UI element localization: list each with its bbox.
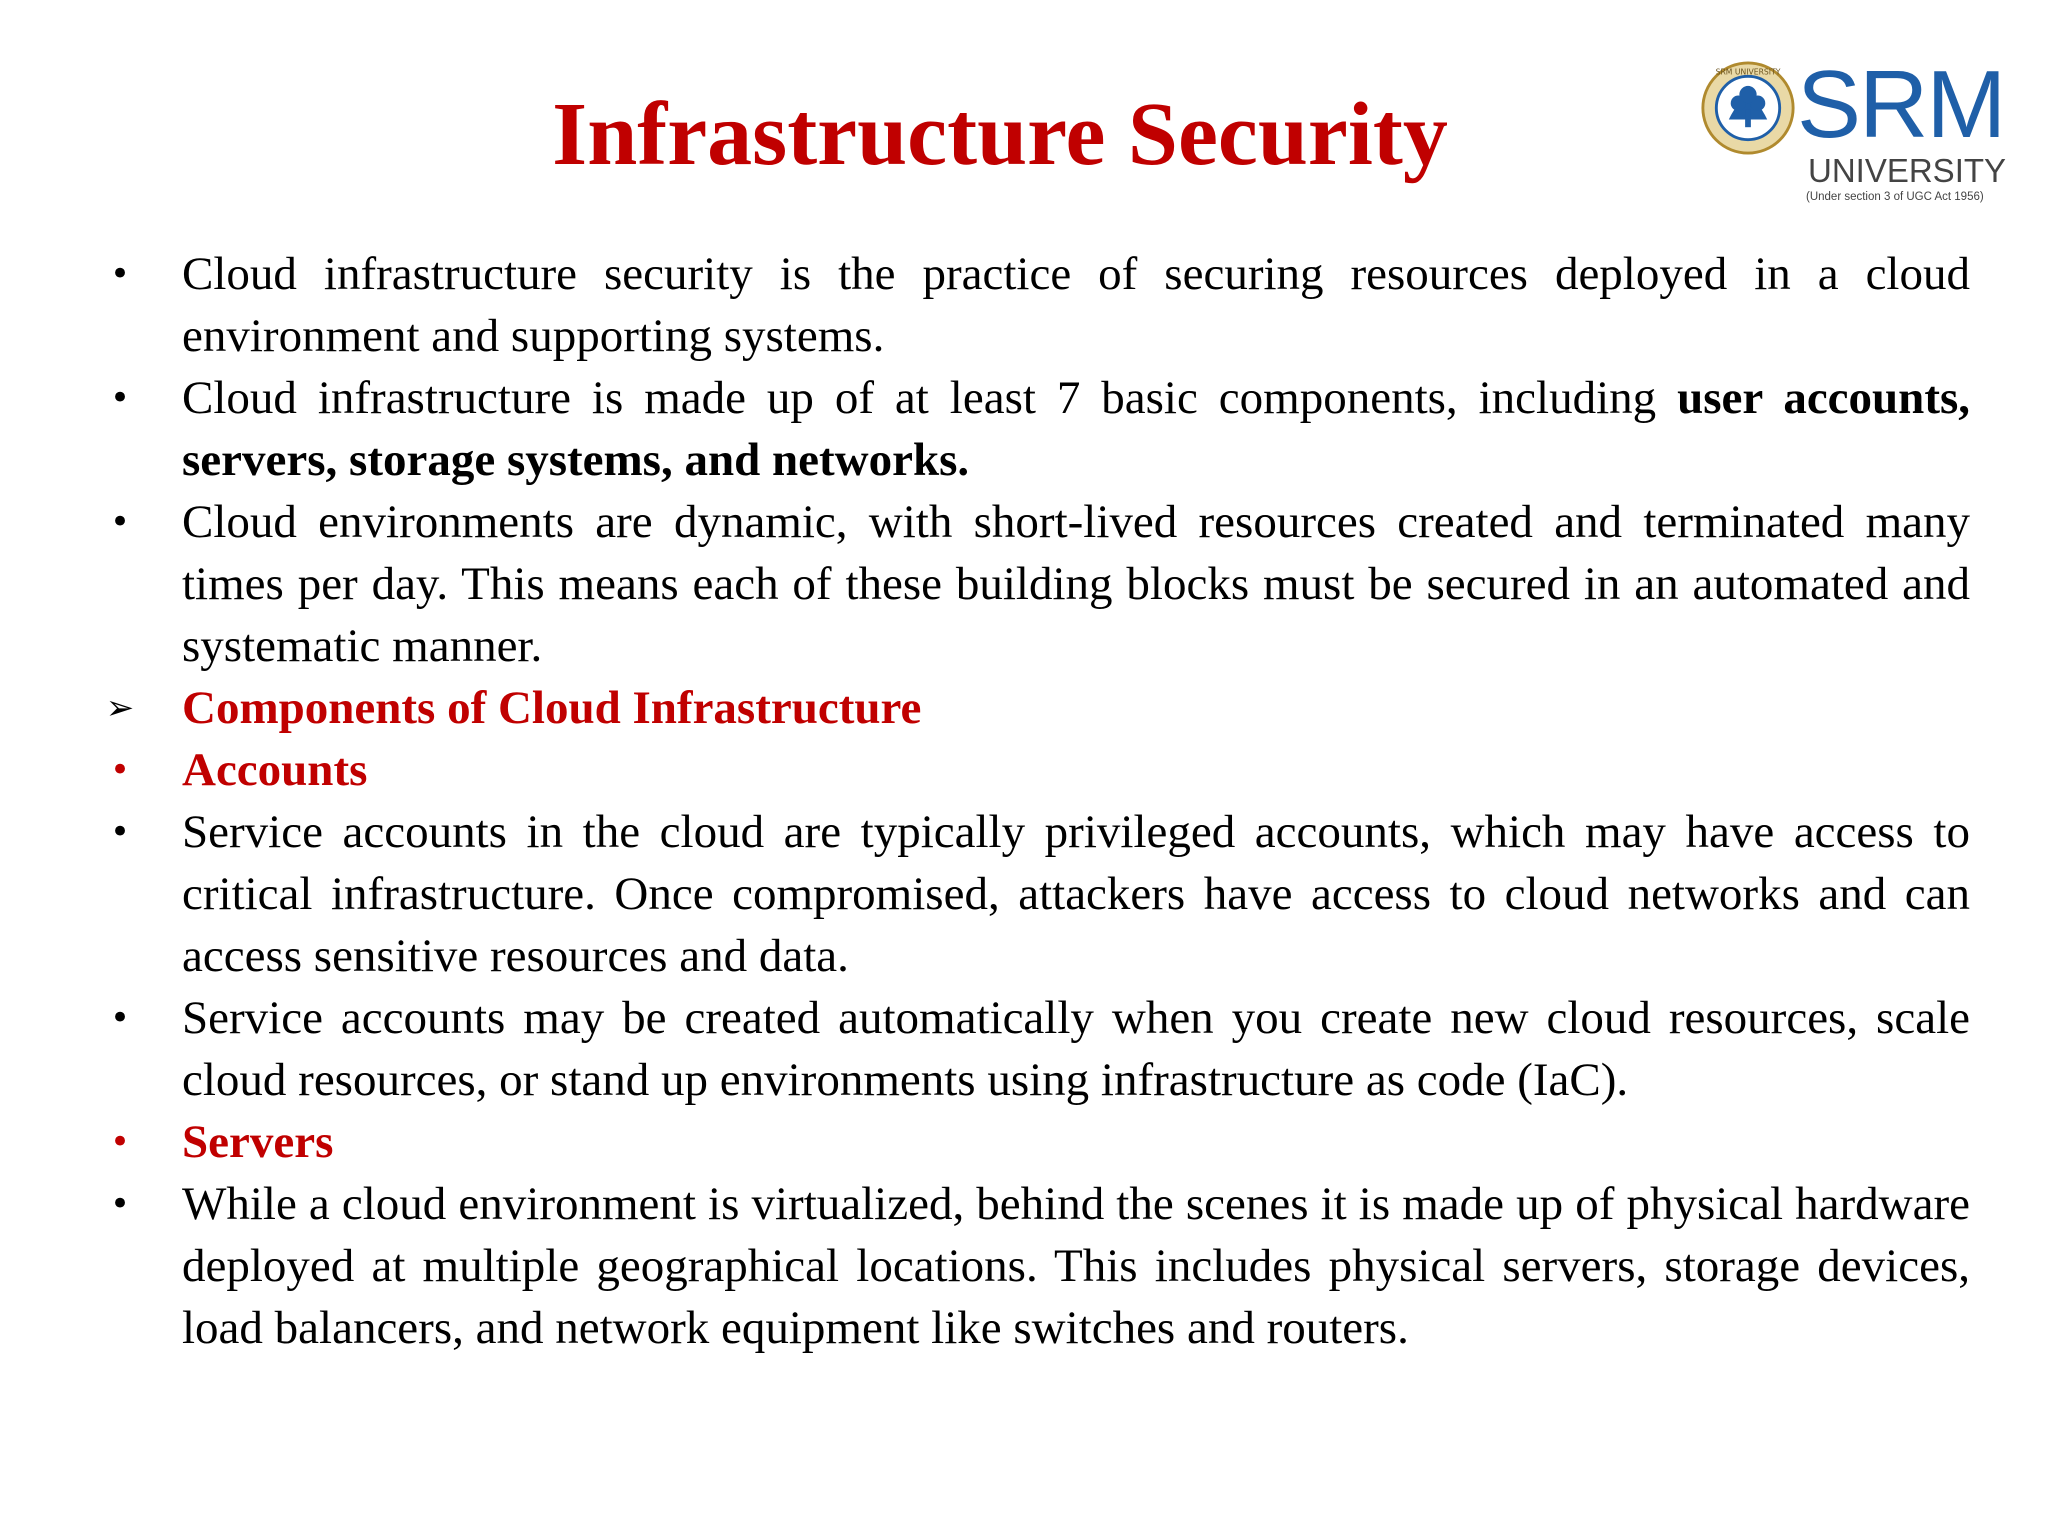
section-heading: Components of Cloud Infrastructure bbox=[182, 682, 922, 734]
bullet-item bbox=[100, 367, 1970, 491]
subheading-accounts: Accounts bbox=[182, 744, 368, 796]
bullet-text: Service accounts in the cloud are typically privileged accounts, which may have access to critical infrastructure. Once compromised, attackers have access to cloud networks and can access sensitive resources and data. bbox=[182, 806, 1970, 982]
bullet-list bbox=[100, 243, 1970, 1359]
logo-name: SRM bbox=[1797, 51, 2005, 158]
bullet-text: While a cloud environment is virtualized, behind the scenes it is made up of physical hardware deployed at multiple geographical locations. This includes physical servers, storage devices, load balancers, and network equipment like switches and routers. bbox=[182, 1178, 1970, 1354]
bullet-icon: • bbox=[109, 1122, 131, 1162]
srm-university-logo bbox=[1700, 51, 2012, 208]
subheading-servers: Servers bbox=[182, 1116, 334, 1168]
bullet-icon: • bbox=[109, 812, 131, 852]
bullet-item bbox=[100, 491, 1970, 677]
bullet-item bbox=[100, 1173, 1970, 1359]
seal-text: SRM UNIVERSITY bbox=[1715, 67, 1781, 77]
logo-subtitle: UNIVERSITY bbox=[1808, 152, 2007, 189]
bullet-item bbox=[100, 987, 1970, 1111]
bullet-item bbox=[100, 243, 1970, 367]
subheading-item bbox=[100, 1111, 1970, 1173]
bullet-text: Cloud infrastructure is made up of at least 7 basic components, including bbox=[182, 372, 1678, 424]
subheading-item bbox=[100, 739, 1970, 801]
bullet-icon: • bbox=[109, 502, 131, 542]
logo-note: (Under section 3 of UGC Act 1956) bbox=[1806, 191, 1984, 203]
bullet-icon: • bbox=[109, 1184, 131, 1224]
bullet-icon: • bbox=[109, 998, 131, 1038]
bullet-bold-text: user accounts, servers, storage systems, and networks. bbox=[182, 372, 1971, 486]
slide-title: Infrastructure Security bbox=[552, 85, 1448, 184]
bullet-item bbox=[100, 801, 1970, 987]
bullet-text: Service accounts may be created automatically when you create new cloud resources, scale cloud resources, or stand up environments using infrastructure as code (IaC). bbox=[182, 992, 1970, 1106]
bullet-icon: • bbox=[109, 254, 131, 294]
section-heading-item bbox=[100, 677, 1970, 739]
bullet-text: Cloud environments are dynamic, with short-lived resources created and terminated many times per day. This means each of these building blocks must be secured in an automated and systematic manner. bbox=[182, 496, 1970, 672]
arrow-bullet-icon: ➢ bbox=[105, 688, 135, 728]
bullet-text: Cloud infrastructure security is the practice of securing resources deployed in a cloud environment and supporting systems. bbox=[182, 248, 1970, 362]
bullet-icon: • bbox=[109, 378, 131, 418]
bullet-icon: • bbox=[109, 750, 131, 790]
university-seal-icon bbox=[1700, 60, 1796, 156]
